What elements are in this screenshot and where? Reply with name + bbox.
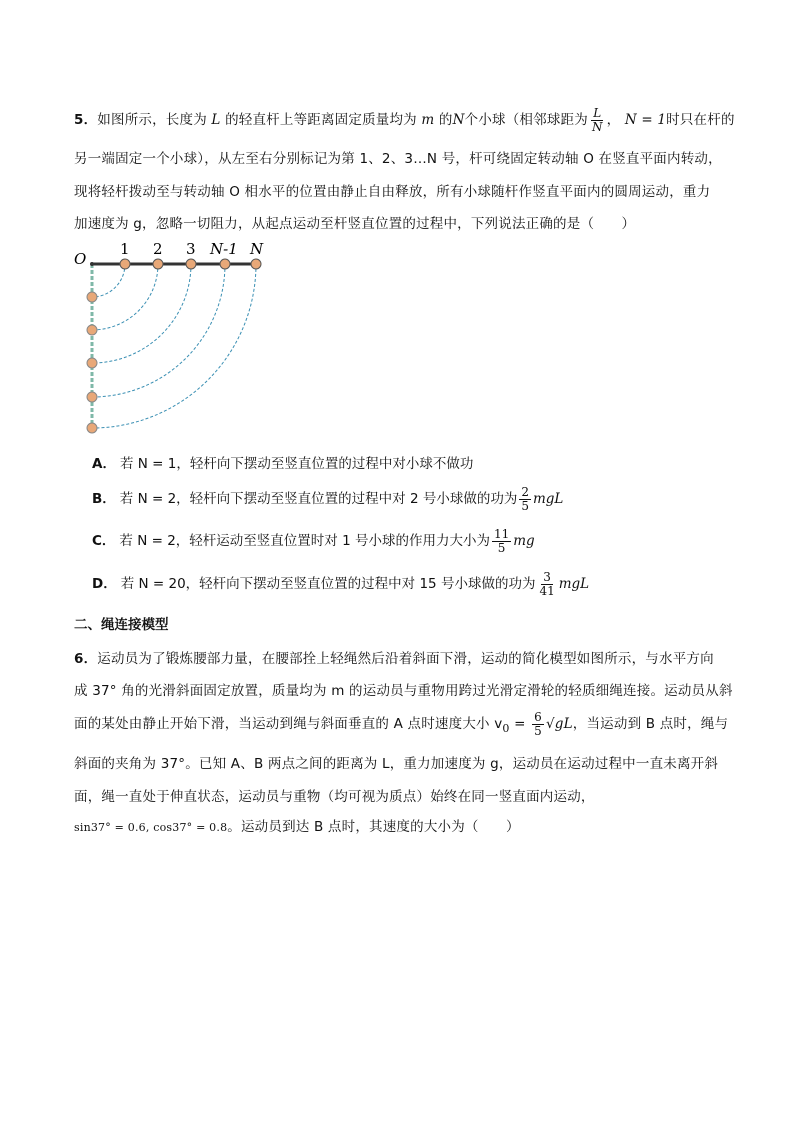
option-C-fraction [492, 528, 511, 554]
frac-numerator: 6 [534, 710, 542, 724]
q5-text: 的 [438, 112, 453, 129]
fraction-L-over-N [590, 107, 605, 133]
q5-text: 时只在杆的 [666, 112, 735, 129]
frac-numerator: 2 [521, 485, 529, 499]
option-C-label: C． [92, 533, 116, 550]
frac-denominator: 5 [497, 540, 506, 555]
option-D-label: D． [92, 576, 117, 593]
option-B-label: B． [92, 491, 116, 508]
arc-1 [92, 264, 125, 297]
label-N-1: N-1 [210, 240, 238, 258]
option-C[interactable] [92, 528, 535, 554]
arc-3 [92, 264, 191, 363]
ball-v5 [87, 423, 97, 433]
ball-3 [186, 259, 196, 269]
arc-n [92, 264, 256, 428]
condition-N1: N = 1 [624, 112, 667, 129]
q6-line-5: 面，绳一直处于伸直状态，运动员与重物（均可视为质点）始终在同一竖直面内运动， [74, 789, 595, 805]
label-3: 3 [186, 240, 196, 258]
q6-fraction [532, 711, 544, 737]
q6-line-4: 斜面的夹角为 37°。已知 A、B 两点之间的距离为 L，重力加速度为 g，运动员在运动过程中一直未离开斜 [74, 756, 719, 772]
frac-denominator: 5 [521, 498, 529, 513]
q6-line-2: 成 37° 角的光滑斜面固定放置，质量均为 m 的运动员与重物用跨过光滑定滑轮的轻质细绳连接。运动员从斜 [74, 683, 733, 699]
frac-numerator: L [593, 106, 602, 120]
var-L: L [211, 112, 221, 129]
q6-line-1 [74, 647, 714, 667]
ball-v2 [87, 325, 97, 335]
q5-text: ， [606, 112, 621, 129]
option-D-text: 若 N = 20，轻杆向下摆动至竖直位置的过程中对 15 号小球做的功为 [120, 576, 536, 593]
option-B-fraction [519, 486, 531, 512]
option-C-tail: mg [513, 533, 535, 550]
option-D[interactable] [92, 571, 589, 597]
option-C-text: 若 N = 2，轻杆运动至竖直位置时对 1 号小球的作用力大小为 [119, 533, 490, 550]
option-B-text: 若 N = 2，轻杆向下摆动至竖直位置的过程中对 2 号小球做的功为 [119, 491, 518, 508]
frac-numerator: 3 [543, 570, 551, 584]
frac-numerator: 11 [493, 527, 510, 541]
frac-denominator: 41 [539, 583, 555, 598]
label-O: O [74, 250, 87, 268]
sqrt-gL: √gL [545, 716, 573, 733]
ball-2 [153, 259, 163, 269]
pivot-O [90, 262, 94, 266]
frac-denominator: N [591, 119, 603, 134]
q6-text: 面的某处由静止开始下滑，当运动到绳与斜面垂直的 A 点时速度大小 v [74, 716, 503, 733]
q6-text: = [509, 716, 531, 733]
option-D-fraction [537, 571, 556, 597]
q6-text: 。运动员到达 B 点时，其速度的大小为（ ） [227, 819, 520, 835]
option-A-label: A． [92, 456, 116, 472]
q5-line-3: 现将轻杆拨动至与转动轴 O 相水平的位置由静止自由释放，所有小球随杆作竖直平面内的圆周运动，重力 [74, 184, 711, 200]
q6-line-6 [74, 815, 520, 835]
option-B[interactable] [92, 486, 563, 512]
arc-2 [92, 264, 158, 330]
subscript-0: 0 [502, 721, 510, 735]
q5-line-2: 另一端固定一个小球），从左至右分别标记为第 1、2、3…N 号，杆可绕固定转动轴 O 在竖直平面内转动， [74, 151, 722, 167]
label-1: 1 [120, 240, 130, 258]
ball-v3 [87, 358, 97, 368]
q6-line-3 [74, 711, 728, 737]
ball-1 [120, 259, 130, 269]
label-2: 2 [153, 240, 163, 258]
var-m: m [421, 112, 435, 129]
ball-n [251, 259, 261, 269]
q5-number: 5． [74, 112, 98, 129]
ball-v1 [87, 292, 97, 302]
section-heading: 二、绳连接模型 [74, 617, 169, 633]
q5-text: 的轻直杆上等距离固定质量均为 [225, 112, 417, 129]
var-N: N [452, 112, 465, 129]
ball-n1 [220, 259, 230, 269]
q5-text: 如图所示，长度为 [97, 112, 207, 129]
option-D-tail: mgL [558, 576, 590, 593]
option-B-tail: mgL [532, 491, 564, 508]
frac-denominator: 5 [534, 723, 542, 738]
arc-n1 [92, 264, 225, 397]
label-N: N [250, 240, 264, 258]
option-A[interactable] [92, 452, 473, 472]
option-A-text: 若 N = 1，轻杆向下摆动至竖直位置的过程中对小球不做功 [119, 456, 474, 472]
rod-figure [68, 238, 278, 438]
q6-number: 6． [74, 651, 98, 667]
q6-text: ，当运动到 B 点时，绳与 [572, 716, 729, 733]
q5-line-4: 加速度为 g，忽略一切阻力，从起点运动至杆竖直位置的过程中，下列说法正确的是（ ） [74, 216, 636, 232]
ball-v4 [87, 392, 97, 402]
trig-values: sin37° = 0.6, cos37° = 0.8 [74, 821, 228, 834]
q5-line-1 [74, 107, 735, 133]
q6-text: 运动员为了锻炼腰部力量，在腰部拴上轻绳然后沿着斜面下滑，运动的简化模型如图所示，与水平方向 [97, 651, 714, 667]
q5-text: 个小球（相邻球距为 [464, 112, 588, 129]
arc-paths [92, 264, 256, 428]
